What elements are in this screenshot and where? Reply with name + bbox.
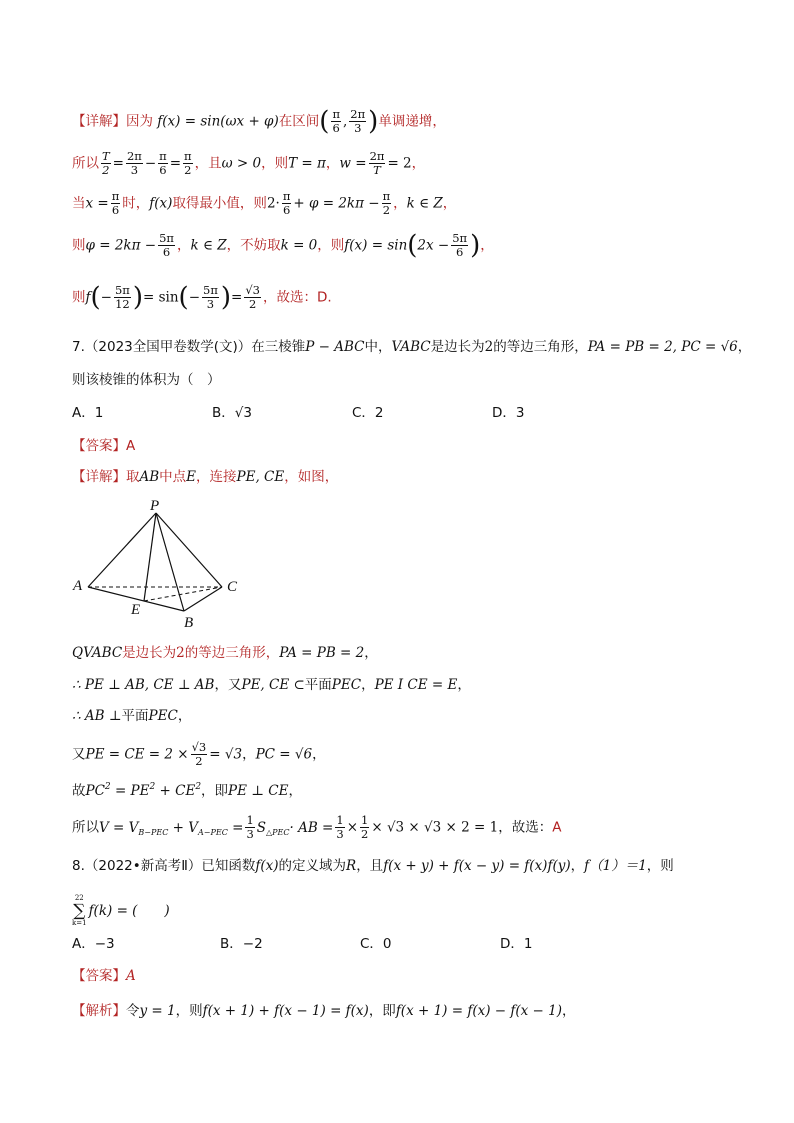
text: ，故选： (263, 289, 318, 306)
formula: PE = CE = 2 × (85, 746, 189, 763)
formula: PA = PB = 2, PC = √6 (587, 339, 738, 355)
text: ，即 (201, 783, 229, 799)
label-p: P (150, 498, 160, 514)
q8-options (72, 934, 734, 954)
text: 所以 (72, 155, 99, 172)
text: 当 (72, 195, 86, 212)
text: ， (325, 155, 340, 172)
fraction: $\frac{\pi}{6}$ (332, 107, 340, 135)
formula: $PC^2 = PE^2 + CE^2$ (85, 782, 202, 799)
question-number: 8. (72, 858, 85, 874)
fraction: $\frac{√3}{2}$ (191, 740, 207, 768)
formula: PEC (331, 677, 362, 693)
formula: f (85, 289, 91, 306)
text: ，不妨取 (226, 237, 281, 254)
text: 则 (72, 289, 86, 306)
fraction: $\frac{\pi}{6}$ (159, 149, 167, 177)
text: 又 (72, 746, 86, 763)
formula: k = 0 (280, 237, 318, 254)
formula: 2· (266, 195, 280, 212)
formula: AB (139, 469, 160, 485)
formula: f(x) = sin(ωx + φ) (157, 113, 279, 130)
text: 所以 (72, 819, 99, 836)
label-e: E (131, 602, 141, 618)
text: ， (457, 677, 471, 693)
label-c: C (227, 579, 238, 595)
formula: f（1）＝1 (584, 858, 647, 874)
formula: k ∈ Z (190, 237, 227, 254)
text: ， (737, 339, 752, 355)
formula: f(x + 1) = f(x) − f(x − 1) (395, 1003, 562, 1019)
fraction: $\frac{5\pi}{6}$ (452, 231, 468, 259)
question-source: （2023全国甲卷数学(文)） (84, 339, 252, 355)
text: 在三棱锥 (251, 339, 306, 355)
fraction: $\frac{1}{3}$ (336, 813, 344, 841)
answer-tag: 【答案】 (72, 968, 126, 984)
formula: PE, CE (236, 469, 285, 485)
text: ，且 (356, 858, 384, 874)
formula: R (346, 858, 357, 874)
text: 的等边三角形， (493, 339, 588, 355)
edge-pe (144, 513, 156, 601)
q7-answer (72, 436, 734, 456)
text: 已知函数 (201, 858, 256, 874)
q7-step4 (72, 741, 734, 768)
formula: = 2 (387, 155, 412, 172)
q7-step1 (72, 643, 734, 663)
fraction: $\frac{1}{2}$ (361, 813, 369, 841)
option-d[interactable]: D．3 (492, 405, 525, 421)
text: ，则 (175, 1003, 203, 1019)
formula: PE I CE = E (374, 677, 458, 693)
text: ， (562, 1003, 576, 1019)
option-b[interactable]: B．√3 (212, 405, 252, 421)
text: ，故选： (498, 819, 553, 836)
formula: f(x) (149, 195, 173, 212)
sol6-line3 (72, 190, 734, 217)
formula: ω > 0 (221, 155, 262, 172)
formula: − (188, 289, 201, 306)
fraction: $\frac{5\pi}{6}$ (159, 231, 174, 259)
text: 平面 (304, 677, 332, 693)
text: ， (177, 708, 192, 724)
option-c[interactable]: C．0 (360, 936, 392, 952)
text: ， (176, 237, 191, 254)
text: 是边长为 (430, 339, 485, 355)
sol6-line2: 所以 $\frac{T}{2}$ = $\frac{2\pi}{3}$ − $\frac{\pi}{6}$ = $\frac{\pi}{2}$ ，且ω > 0，则T = π，w = $\frac{2\pi}{T}$ = 2， (72, 149, 426, 177)
text: ， (411, 155, 426, 172)
formula: 2 (176, 645, 185, 661)
label-b: B (184, 615, 194, 631)
q8-answer (72, 966, 734, 986)
text: 的定义域为 (278, 858, 347, 874)
option-c[interactable]: C．2 (352, 405, 384, 421)
fraction: $\frac{2\pi}{3}$ (350, 107, 366, 135)
q7-stem-line2: 则该棱锥的体积为（ ） (72, 372, 221, 388)
formula: = (231, 289, 243, 306)
answer-letter: D. (317, 289, 332, 306)
fraction: $\frac{5\pi}{12}$ (114, 283, 130, 311)
detail-tag: 【详解】 (72, 113, 126, 130)
formula: PC = √6 (255, 746, 313, 763)
text: ，则 (646, 858, 674, 874)
fraction: $\frac{2\pi}{T}$ (369, 149, 385, 177)
text: 因为 (126, 113, 153, 130)
q7-stem-line1 (72, 337, 752, 357)
q7-detail-line (72, 467, 734, 487)
formula: f(x + y) + f(x − y) = f(x)f(y) (383, 858, 571, 874)
formula: y = 1 (139, 1003, 176, 1019)
text: 在区间 (278, 113, 320, 130)
formula: × (346, 819, 359, 836)
text: ，又 (214, 677, 242, 693)
answer-letter: A (126, 438, 136, 454)
text: 是边长为 (122, 645, 177, 661)
text: 令 (126, 1003, 140, 1019)
q7-step5 (72, 777, 734, 801)
formula: PEC (148, 708, 178, 724)
formula: + φ = 2kπ − (293, 195, 380, 212)
question-source: （2022•新高考Ⅱ） (84, 858, 202, 874)
formula: ∴ PE ⊥ AB, CE ⊥ AB (72, 677, 215, 693)
formula: × √3 × √3 × 2 = 1 (371, 819, 499, 836)
q8-analysis-line (72, 1001, 734, 1021)
fraction: $\frac{5\pi}{3}$ (203, 283, 218, 311)
formula: $S_{\triangle PEC}\cdot$ AB = (256, 819, 334, 837)
option-d[interactable]: D．1 (500, 936, 533, 952)
edge-pb (156, 513, 184, 611)
text: ，即 (368, 1003, 396, 1019)
text: ，如图， (284, 469, 339, 485)
answer-letter: A (126, 968, 136, 984)
detail-tag: 【详解】 (72, 469, 126, 485)
option-a[interactable]: A．−3 (72, 936, 115, 952)
text: ，则 (317, 237, 345, 254)
option-a[interactable]: A．1 (72, 405, 104, 421)
q7-options (72, 403, 734, 423)
formula: φ = 2kπ − (85, 237, 157, 254)
q8-stem-line1 (72, 856, 734, 876)
text: ， (393, 195, 407, 212)
formula: f(x) (255, 858, 279, 874)
formula: PE ⊥ CE (228, 783, 289, 799)
paren: ) (368, 106, 379, 137)
sol6-line4: 则φ = 2kπ − $\frac{5\pi}{6}$ ，k ∈ Z，不妨取k = 0，则f(x) = sin(2x − $\frac{5\pi}{6}$ )， (72, 230, 494, 261)
option-b[interactable]: B．−2 (220, 936, 263, 952)
label-a: A (73, 578, 83, 594)
formula: f(k) = ( ) (88, 903, 170, 919)
formula: P − ABC (305, 339, 365, 355)
fraction: $\frac{\pi}{2}$ (382, 189, 391, 217)
q8-stem-line2 (72, 894, 734, 928)
text: 的等边三角形， (184, 645, 280, 661)
formula: T = π (288, 155, 326, 172)
text: 取得最小值，则 (172, 195, 267, 212)
fraction: $\frac{2\pi}{3}$ (126, 149, 142, 177)
text: 故 (72, 783, 86, 799)
edge-pa (88, 513, 156, 587)
text: ， (364, 645, 378, 661)
formula: 2 (484, 339, 494, 355)
sol6-line5: 则f(− $\frac{5\pi}{12}$ )= sin(− $\frac{5\pi}{3}$ )= $\frac{√3}{2}$ ，故选：D. (72, 282, 332, 313)
formula: x = (85, 195, 109, 212)
edge-pc (156, 513, 222, 587)
formula: 2x − (417, 237, 450, 254)
text: ， (570, 858, 585, 874)
text: ，连接 (196, 469, 237, 485)
formula: w = (339, 155, 367, 172)
summation-sign: 22 ∑ k=1 (72, 894, 87, 927)
text: 中点 (159, 469, 187, 485)
formula: QVABC (72, 645, 123, 661)
fraction: $\frac{\pi}{6}$ (111, 189, 120, 217)
text: 平面 (121, 708, 149, 724)
text: 时， (122, 195, 150, 212)
sol6-line1: 【详解】因为 f(x) = sin(ωx + φ)在区间( $\frac{\pi}{6}$ , $\frac{2\pi}{3}$ )单调递增， (72, 106, 446, 137)
formula: PE, CE ⊂ (241, 677, 305, 693)
fraction: $\frac{T}{2}$ (102, 149, 110, 177)
formula: k ∈ Z (406, 195, 443, 212)
formula: VABC (391, 339, 431, 355)
answer-letter: A (552, 819, 562, 836)
paren: ( (319, 106, 330, 137)
text: ，且 (194, 155, 222, 172)
fraction: $\frac{\pi}{2}$ (184, 149, 192, 177)
text: ， (442, 195, 457, 212)
formula: − (100, 289, 112, 306)
pyramid-diagram (70, 497, 250, 632)
q7-step3 (72, 706, 734, 726)
text: 取 (126, 469, 140, 485)
text: ， (480, 237, 494, 254)
formula: E (186, 469, 197, 485)
fraction: $\frac{1}{3}$ (246, 813, 254, 841)
formula: = √3 (209, 746, 243, 763)
text: ， (361, 677, 375, 693)
analysis-tag: 【解析】 (72, 1003, 126, 1019)
formula: PA = PB = 2 (279, 645, 365, 661)
text: ，则 (261, 155, 289, 172)
q7-step6 (72, 814, 734, 843)
fraction: $\frac{\pi}{6}$ (282, 189, 291, 217)
text: ， (242, 746, 256, 763)
text: ， (288, 783, 302, 799)
text: ， (312, 746, 326, 763)
question-number: 7. (72, 339, 85, 355)
formula: ∴ AB ⊥ (72, 708, 122, 724)
answer-tag: 【答案】 (72, 438, 126, 454)
formula: f(x + 1) + f(x − 1) = f(x) (202, 1003, 369, 1019)
formula: $V = V_{B-PEC} + V_{A-PEC}$ = (99, 819, 244, 837)
text: 单调递增， (378, 113, 446, 130)
q7-step2 (72, 675, 734, 695)
text: 中， (364, 339, 392, 355)
formula: f(x) = sin (344, 237, 408, 254)
text: 则 (72, 237, 86, 254)
fraction: $\frac{√3}{2}$ (245, 283, 261, 311)
formula: = sin (143, 289, 179, 306)
